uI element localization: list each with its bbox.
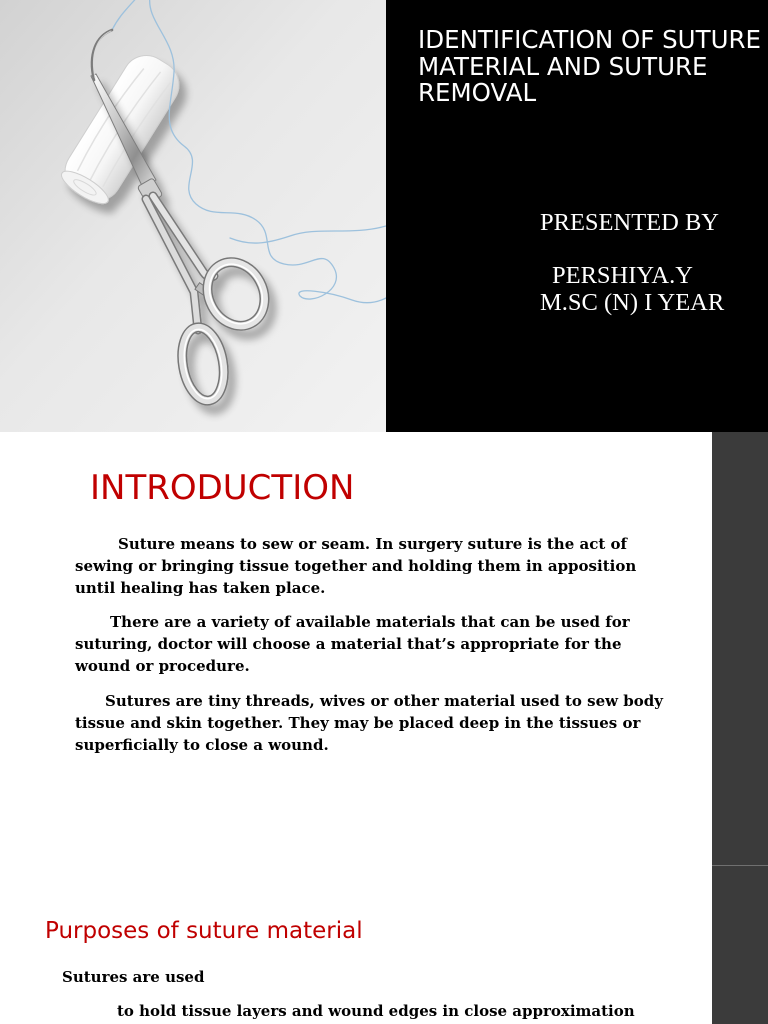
paragraph-line: Sutures are tiny threads, wives or other material used to sew body xyxy=(105,692,663,710)
intro-paragraph-1 xyxy=(75,533,636,599)
title-line: MATERIAL AND SUTURE xyxy=(418,51,708,81)
presentation-title xyxy=(418,27,761,107)
list-item: to hold tissue layers and wound edges in close approximation xyxy=(117,1002,635,1020)
presenter-name: PERSHIYA.Y xyxy=(552,262,693,289)
paragraph-line: Suture means to sew or seam. In surgery suture is the act of xyxy=(118,535,627,553)
paragraph-line: until healing has taken place. xyxy=(75,579,326,597)
title-slide xyxy=(0,0,768,432)
introduction-slide xyxy=(0,432,768,865)
paragraph-line: tissue and skin together. They may be placed deep in the tissues or xyxy=(75,714,641,732)
title-panel xyxy=(386,0,768,432)
presented-by-label: PRESENTED BY xyxy=(540,209,720,236)
paragraph-line: sewing or bringing tissue together and holding them in apposition xyxy=(75,557,637,575)
slide-photo xyxy=(0,0,386,432)
paragraph-line: wound or procedure. xyxy=(75,657,250,675)
slide-heading: Purposes of suture material xyxy=(45,918,363,944)
lead-text: Sutures are used xyxy=(62,968,205,986)
intro-paragraph-2 xyxy=(75,611,630,677)
purposes-slide xyxy=(0,865,768,1024)
intro-paragraph-3 xyxy=(75,690,663,756)
presenter-course: M.SC (N) I YEAR xyxy=(540,289,725,316)
slide-side-strip xyxy=(712,865,768,1024)
title-line: REMOVAL xyxy=(418,78,537,107)
paragraph-line: suturing, doctor will choose a material that’s appropriate for the xyxy=(75,635,622,653)
paragraph-line: superficially to close a wound. xyxy=(75,736,329,754)
title-line: IDENTIFICATION OF SUTURE xyxy=(418,25,762,54)
paragraph-line: There are a variety of available materials that can be used for xyxy=(110,613,630,631)
photo-background xyxy=(0,0,386,432)
slide-heading: INTRODUCTION xyxy=(90,468,355,508)
slide-side-strip xyxy=(712,432,768,865)
